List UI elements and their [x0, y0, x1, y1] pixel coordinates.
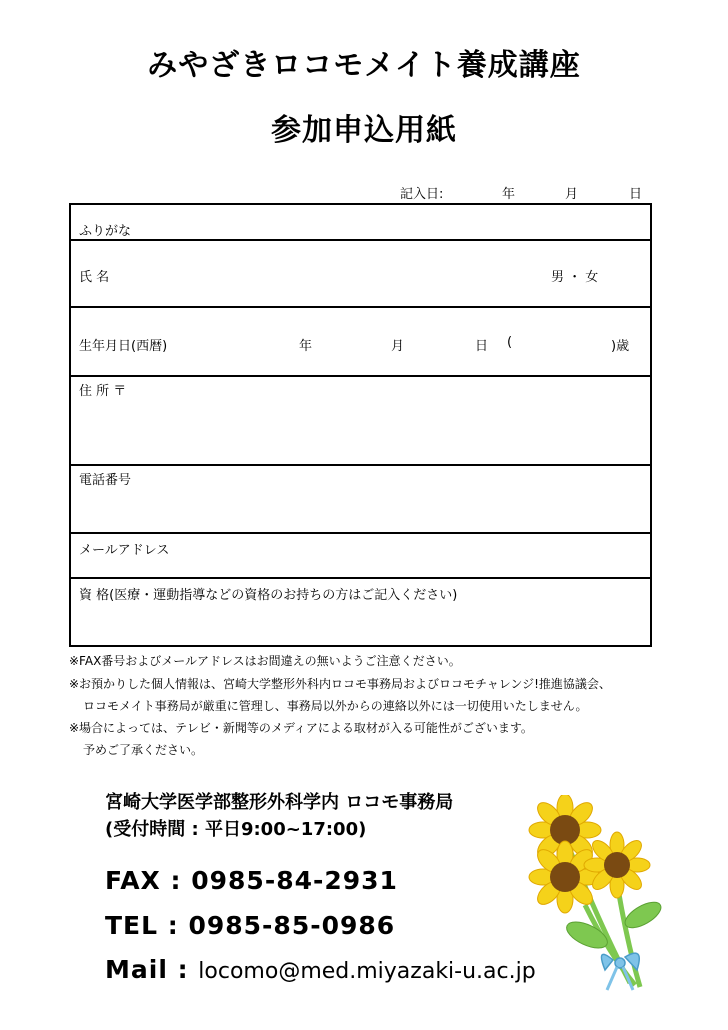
name-row[interactable] [71, 241, 650, 308]
note-2: ※お預かりした個人情報は、宮崎大学整形外科内ロコモ事務局およびロコモチャレンジ!推進協議会、 [69, 677, 611, 691]
page-subtitle: 参加申込用紙 [271, 113, 457, 148]
office-name: 宮崎大学医学部整形外科学内 ロコモ事務局 [105, 792, 454, 813]
birth-month-label: 月 [391, 339, 405, 354]
birth-year-label: 年 [299, 339, 313, 354]
age-suffix: )歳 [611, 339, 630, 354]
entry-date-month: 月 [565, 187, 579, 202]
phone-label: 電話番号 [79, 473, 132, 488]
email-label: メールアドレス [79, 543, 170, 558]
page-title: みやざきロコモメイト養成講座 [147, 48, 581, 83]
gender-label: 男 ・ 女 [551, 270, 599, 285]
qualification-row[interactable] [71, 579, 650, 645]
mail-line [105, 955, 536, 984]
name-label: 氏 名 [79, 270, 110, 285]
entry-date-line [400, 183, 645, 201]
mail-address[interactable]: locomo@med.miyazaki-u.ac.jp [198, 959, 536, 984]
mail-label: Mail : [105, 955, 199, 984]
note-1: ※FAX番号およびメールアドレスはお間違えの無いようご注意ください。 [69, 654, 461, 668]
birthdate-label: 生年月日(西暦) [79, 339, 168, 354]
office-hours: (受付時間 : 平日9:00~17:00) [105, 819, 367, 840]
entry-date-day: 日 [629, 187, 643, 202]
note-4: ※場合によっては、テレビ・新聞等のメディアによる取材が入る可能性がございます。 [69, 721, 533, 735]
entry-date-label: 記入日: [400, 187, 444, 202]
age-open-paren: ( [507, 335, 513, 350]
furigana-label: ふりがな [79, 224, 132, 239]
birth-day-label: 日 [475, 339, 489, 354]
application-form [69, 203, 652, 647]
sunflower-bouquet-icon [525, 795, 675, 995]
note-3: ロコモメイト事務局が厳重に管理し、事務局以外からの連絡以外には一切使用いたしません。 [83, 699, 588, 713]
qualification-label: 資 格(医療・運動指導などの資格のお持ちの方はご記入ください) [79, 588, 458, 603]
note-5: 予めご了承ください。 [83, 743, 204, 757]
entry-date-year: 年 [502, 187, 516, 202]
address-label: 住 所 〒 [79, 384, 127, 399]
phone-row[interactable] [71, 466, 650, 534]
furigana-row[interactable] [71, 205, 650, 241]
birthdate-row[interactable] [71, 308, 650, 377]
address-row[interactable] [71, 377, 650, 466]
email-row[interactable] [71, 534, 650, 579]
fax-number: FAX : 0985-84-2931 [105, 866, 398, 895]
tel-number: TEL : 0985-85-0986 [105, 911, 396, 940]
